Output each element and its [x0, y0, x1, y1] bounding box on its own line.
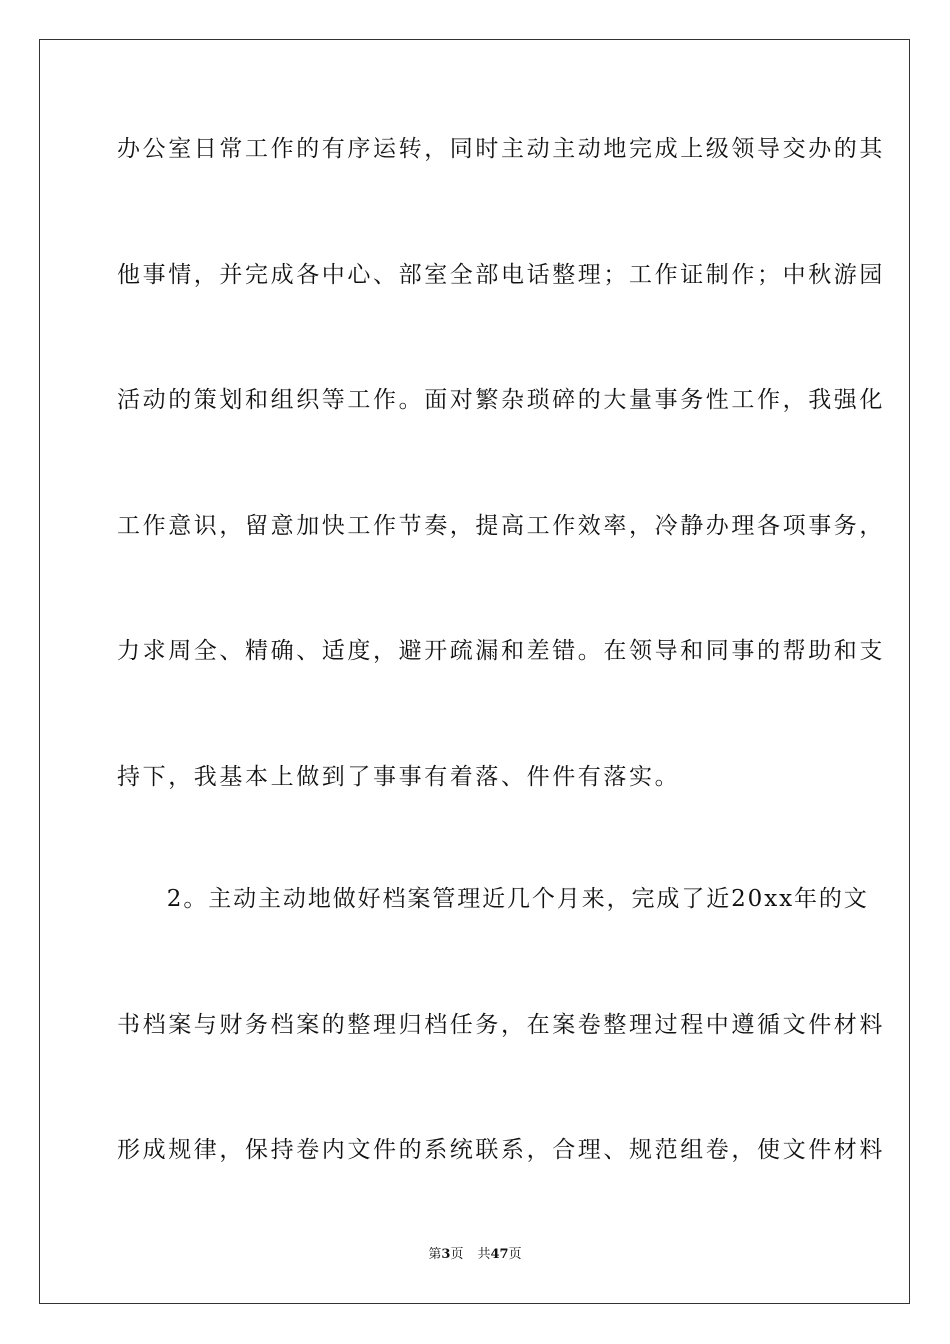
total-suffix: 页 — [508, 1247, 522, 1262]
text-line: 他事情，并完成各中心、部室全部电话整理；工作证制作；中秋游园 — [117, 262, 885, 288]
page-border — [39, 39, 910, 1304]
text-line: 形成规律，保持卷内文件的系统联系，合理、规范组卷，使文件材料 — [117, 1137, 885, 1163]
total-prefix: 共 — [477, 1247, 491, 1262]
total-pages: 47 — [490, 1247, 509, 1262]
text-line: 2。主动主动地做好档案管理近几个月来，完成了近20xx年的文 — [117, 886, 869, 912]
text-line: 书档案与财务档案的整理归档任务，在案卷整理过程中遵循文件材料 — [117, 1012, 885, 1038]
page-number: 3 — [441, 1247, 451, 1262]
text-line: 持下，我基本上做到了事事有着落、件件有落实。 — [117, 764, 681, 790]
page-prefix: 第 — [428, 1247, 442, 1262]
text-line: 力求周全、精确、适度，避开疏漏和差错。在领导和同事的帮助和支 — [117, 638, 885, 664]
text-line: 活动的策划和组织等工作。面对繁杂琐碎的大量事务性工作，我强化 — [117, 387, 885, 413]
page-footer — [0, 1247, 950, 1263]
text-line: 办公室日常工作的有序运转，同时主动主动地完成上级领导交办的其 — [117, 136, 885, 162]
page-suffix: 页 — [450, 1247, 464, 1262]
text-line: 工作意识，留意加快工作节奏，提高工作效率，冷静办理各项事务， — [117, 513, 885, 539]
